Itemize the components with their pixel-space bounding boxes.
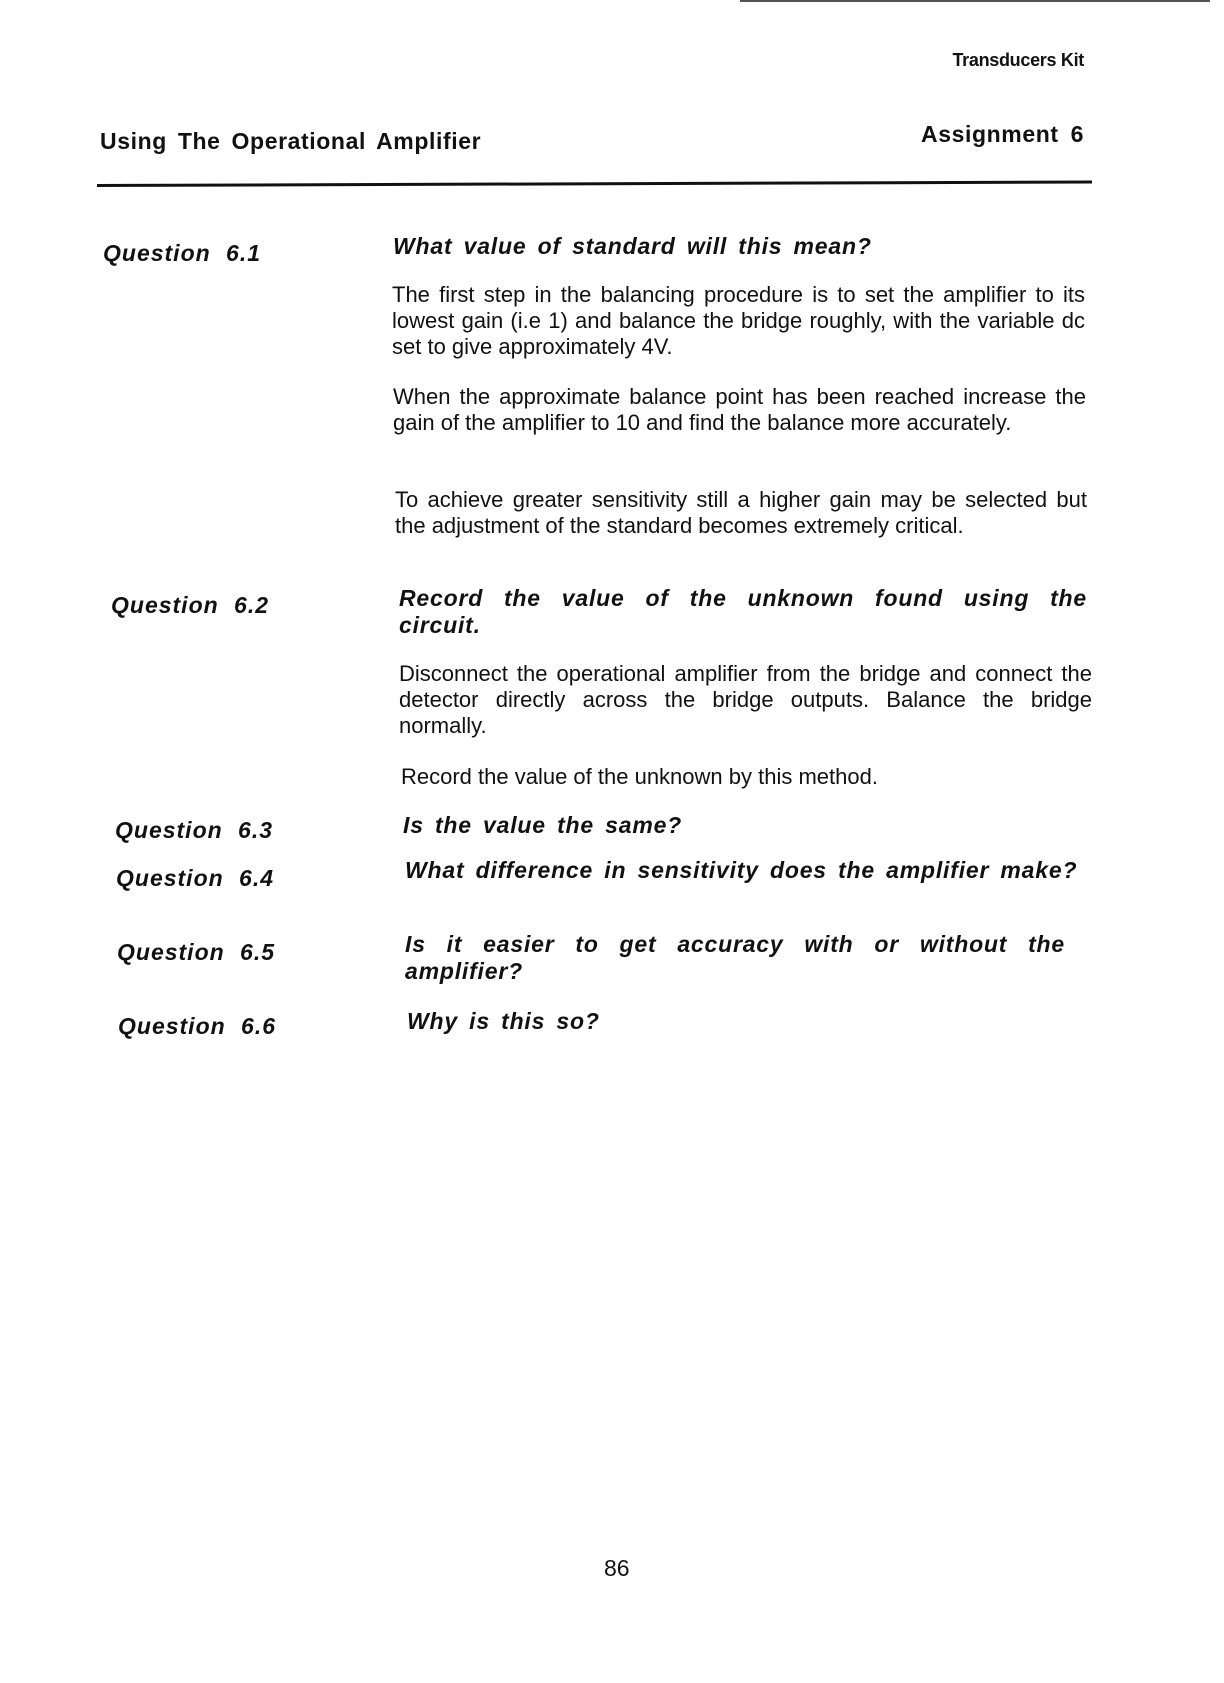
question-text: Record the value of the unknown found using the circuit.	[399, 585, 1087, 638]
question-text: Is it easier to get accuracy with or without the amplifier?	[405, 931, 1065, 984]
assignment-label: Assignment 6	[920, 121, 1084, 147]
question-text: What value of standard will this mean?	[393, 233, 872, 259]
question-label: Question 6.4	[116, 865, 275, 891]
top-edge-rule	[740, 0, 1210, 2]
question-text: What difference in sensitivity does the amplifier make?	[405, 857, 1078, 883]
body-paragraph: Record the value of the unknown by this method.	[401, 764, 878, 789]
body-paragraph: When the approximate balance point has been reached increase the gain of the amplifier to 10 and find the balance more accurately.	[393, 384, 1086, 435]
question-label: Question 6.6	[118, 1013, 277, 1039]
body-paragraph: The first step in the balancing procedure is to set the amplifier to its lowest gain (i.e 1) and balance the bridge roughly, with the variable dc set to give approximately 4V.	[392, 282, 1085, 359]
question-label: Question 6.1	[103, 240, 262, 266]
header-divider	[97, 181, 1092, 187]
question-label: Question 6.2	[111, 592, 270, 618]
question-label: Question 6.5	[117, 939, 276, 965]
question-text: Why is this so?	[407, 1008, 600, 1034]
body-paragraph: Disconnect the operational amplifier from the bridge and connect the detector directly across the bridge outputs. Balance the bridge normally.	[399, 661, 1092, 738]
page-number: 86	[604, 1555, 630, 1581]
question-label: Question 6.3	[115, 817, 274, 843]
body-paragraph: To achieve greater sensitivity still a higher gain may be selected but the adjustment of the standard becomes extremely critical.	[395, 487, 1087, 538]
question-text: Is the value the same?	[403, 812, 683, 838]
kit-label: Transducers Kit	[952, 50, 1084, 70]
chapter-title: Using The Operational Amplifier	[100, 128, 482, 154]
